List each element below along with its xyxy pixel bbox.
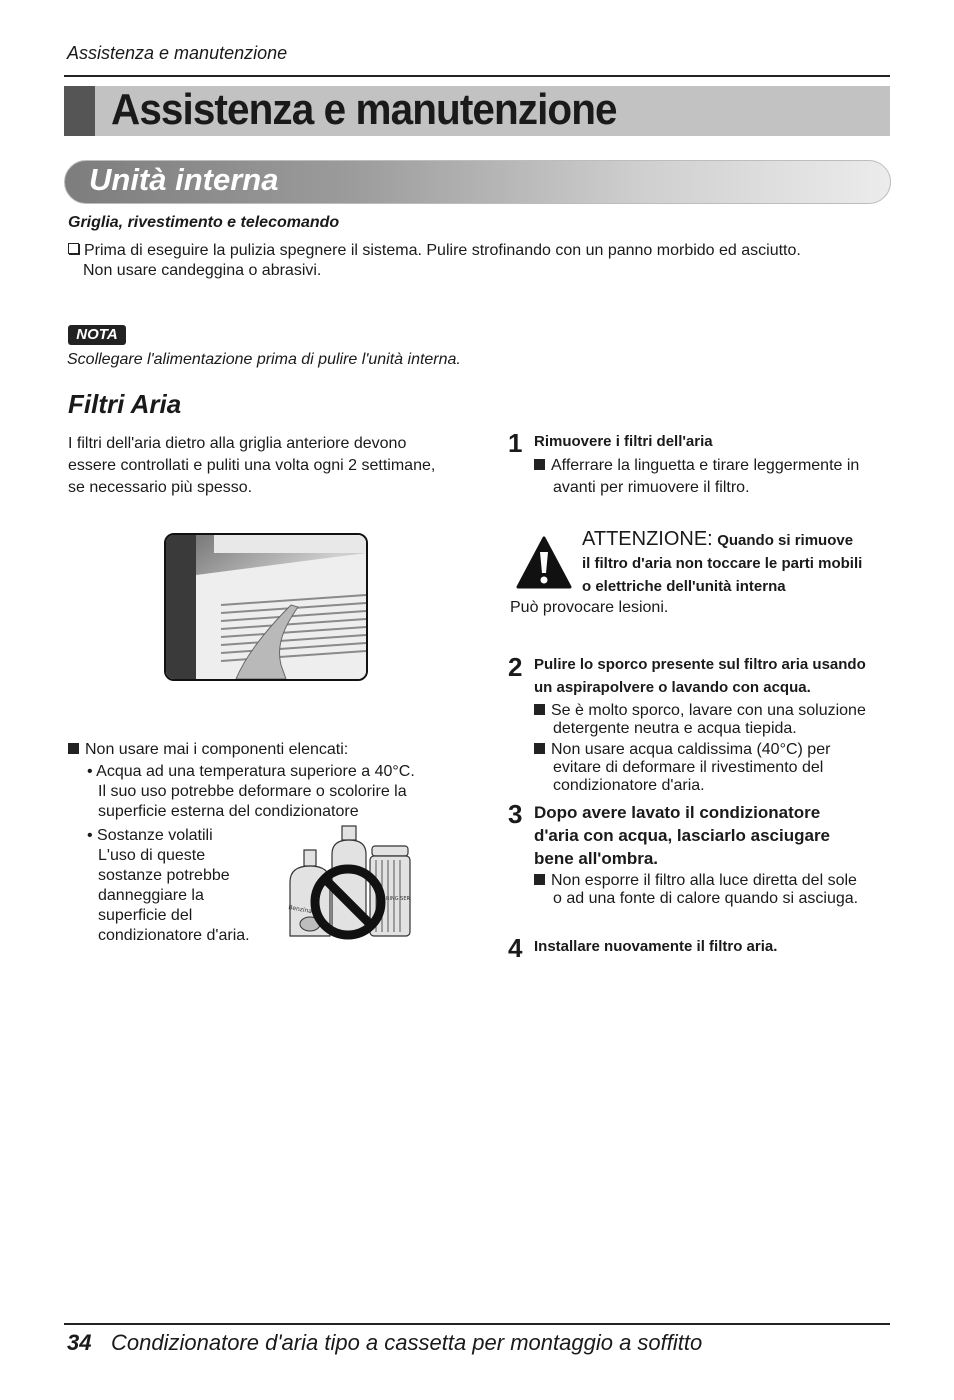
footer-title: Condizionatore d'aria tipo a cassetta per montaggio a soffitto: [111, 1330, 703, 1355]
griglia-line-1: Prima di eseguire la pulizia spegnere il sistema. Pulire strofinando con un panno morbido ed asciutto.: [68, 241, 801, 261]
step-1-bullet: Afferrare la linguetta e tirare leggermente in avanti per rimuovere il filtro.: [534, 455, 859, 499]
griglia-line-2: Non usare candeggina o abrasivi.: [83, 262, 322, 279]
step-4-number: 4: [508, 933, 523, 963]
square-bullet-icon: [534, 743, 545, 754]
step-1-number: 1: [508, 428, 523, 458]
page-title: Assistenza e manutenzione: [111, 85, 617, 134]
page-number: 34: [67, 1330, 92, 1355]
step-2-title: Pulire lo sporco presente sul filtro aria usando un aspirapolvere o lavando con acqua.: [534, 656, 866, 696]
square-bullet-icon: [68, 743, 79, 754]
step-2-number: 2: [508, 652, 523, 682]
nota-label: NOTA: [76, 326, 118, 343]
section-subtitle: Unità interna: [89, 162, 279, 197]
warning-triangle-icon: [515, 535, 573, 590]
step-1-title: Rimuovere i filtri dell'aria: [534, 433, 713, 450]
step-3-title: Dopo avere lavato il condizionatore d'aria con acqua, lasciarlo asciugare bene all'ombra.: [534, 803, 831, 868]
filter-removal-photo: [164, 533, 368, 681]
bottle-label-left: Benzina: [287, 904, 313, 916]
running-header: Assistenza e manutenzione: [67, 43, 288, 63]
filtri-intro: I filtri dell'aria dietro alla griglia anteriore devono essere controllati e puliti una volta ogni 2 settimane, se necessario più spesso.: [68, 435, 436, 496]
attenzione-label: ATTENZIONE:: [582, 528, 713, 550]
nota-text: Scollegare l'alimentazione prima di pulire l'unità interna.: [67, 351, 461, 368]
item-volatile: • Sostanze volatili L'uso di queste sostanze potrebbe danneggiare la superficie del condizionatore d'aria.: [87, 827, 250, 944]
square-bullet-icon: [534, 874, 545, 885]
griglia-heading: Griglia, rivestimento e telecomando: [68, 214, 340, 231]
item-hot-water: • Acqua ad una temperatura superiore a 40°C. Il suo uso potrebbe deformare o scolorire la superficie esterna del condizionatore: [87, 763, 415, 820]
step-4-title: Installare nuovamente il filtro aria.: [534, 938, 778, 955]
square-bullet-icon: [534, 704, 545, 715]
checkbox-bullet-icon: [68, 243, 79, 254]
step-3-bullet: Non esporre il filtro alla luce diretta del sole o ad una fonte di calore quando si asciuga.: [534, 872, 858, 908]
bottle-label-right: RING SER: [386, 896, 410, 902]
footer-rule: [64, 1323, 890, 1325]
step-2-bullets: Se è molto sporco, lavare con una soluzione detergente neutra e acqua tiepida. Non usare acqua caldissima (40°C) per evitare di deformare il rivestimento del condizionatore d'aria.: [534, 702, 866, 795]
header-rule: [64, 75, 890, 77]
volatile-bottles-illustration: [286, 824, 414, 942]
filtri-heading: Filtri Aria: [68, 389, 182, 419]
components-warning-title: Non usare mai i componenti elencati:: [68, 740, 348, 760]
title-tab-marker: [64, 86, 95, 136]
step-3-number: 3: [508, 799, 523, 829]
square-bullet-icon: [534, 459, 545, 470]
attenzione-block: ATTENZIONE: Quando si rimuove il filtro d'aria non toccare le parti mobili o elettriche dell'unità interna: [582, 528, 863, 595]
attenzione-consequence: Può provocare lesioni.: [510, 599, 669, 616]
